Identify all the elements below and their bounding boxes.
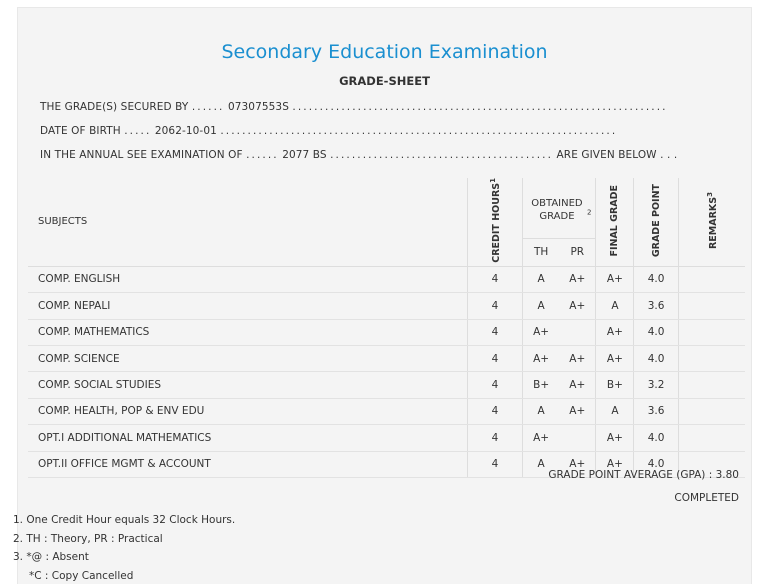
subject-name: OPT.II OFFICE MGMT & ACCOUNT	[28, 451, 467, 477]
remarks	[678, 293, 745, 319]
grade-th: A+	[523, 425, 560, 451]
footnotes	[13, 511, 235, 585]
header-final-grade: FINAL GRADE	[596, 178, 634, 266]
grade-pr: A+	[559, 372, 596, 398]
result-status: COMPLETED	[674, 492, 739, 504]
remarks	[678, 372, 745, 398]
grade-point: 4.0	[634, 266, 678, 292]
grade-th: A+	[523, 345, 560, 371]
grade-th: A	[523, 293, 560, 319]
grade-pr: A+	[559, 398, 596, 424]
grade-point: 4.0	[634, 425, 678, 451]
credit-hours: 4	[467, 266, 522, 292]
credit-hours: 4	[467, 293, 522, 319]
info-dots: .....	[124, 125, 152, 137]
info-line-dob	[40, 125, 617, 137]
table-row	[28, 345, 745, 371]
info-dots: ......	[191, 101, 225, 113]
grade-pr: A+	[559, 345, 596, 371]
table-row	[28, 398, 745, 424]
credit-hours: 4	[467, 319, 522, 345]
grade-pr: A+	[559, 451, 596, 477]
exam-year: 2077 BS	[282, 149, 327, 161]
remarks	[678, 319, 745, 345]
final-grade: A	[596, 398, 634, 424]
header-credit-hours: CREDIT HOURS$^1$	[467, 178, 522, 266]
gpa-summary: GRADE POINT AVERAGE (GPA) : 3.80	[548, 469, 739, 481]
grade-point: 4.0	[634, 345, 678, 371]
grade-point: 4.0	[634, 451, 678, 477]
footnote: 3. *@ : Absent	[13, 551, 89, 564]
remarks	[678, 345, 745, 371]
grade-point: 3.6	[634, 293, 678, 319]
final-grade: A+	[596, 319, 634, 345]
table-row	[28, 425, 745, 451]
subject-name: COMP. ENGLISH	[28, 266, 467, 292]
info-line-exam	[40, 149, 677, 161]
grade-sheet-panel	[17, 7, 752, 584]
header-grade-point: GRADE POINT	[634, 178, 678, 266]
credit-hours: 4	[467, 345, 522, 371]
remarks	[678, 398, 745, 424]
grade-th: A	[523, 451, 560, 477]
info-dots: .........................................................................	[220, 125, 618, 137]
grade-pr: A+	[559, 293, 596, 319]
info-label-exam: IN THE ANNUAL SEE EXAMINATION OF	[40, 149, 243, 161]
info-dots: ......	[246, 149, 279, 161]
grade-th: A	[523, 398, 560, 424]
footnote: *C : Copy Cancelled	[29, 569, 134, 582]
final-grade: A+	[596, 345, 634, 371]
info-dots: .....................................................................	[292, 101, 668, 113]
grade-th: A+	[523, 319, 560, 345]
header-subjects: SUBJECTS	[28, 178, 467, 266]
grade-point: 4.0	[634, 319, 678, 345]
footnote: 1. One Credit Hour equals 32 Clock Hours.	[13, 514, 236, 526]
header-th: TH	[523, 239, 560, 267]
grade-point: 3.6	[634, 398, 678, 424]
credit-hours: 4	[467, 398, 522, 424]
final-grade: B+	[596, 372, 634, 398]
header-obtained-grade: OBTAINED GRADE $^2$	[523, 178, 596, 239]
subject-name: OPT.I ADDITIONAL MATHEMATICS	[28, 425, 467, 451]
info-line-secured-by	[40, 101, 668, 113]
header-remarks: REMARKS$^3$	[678, 178, 745, 266]
grades-table	[28, 178, 745, 478]
grade-th: B+	[523, 372, 560, 398]
grade-pr: A+	[559, 266, 596, 292]
credit-hours: 4	[467, 372, 522, 398]
table-row	[28, 266, 745, 292]
footnote: 2. TH : Theory, PR : Practical	[13, 532, 163, 545]
subject-name: COMP. SOCIAL STUDIES	[28, 372, 467, 398]
grade-pr	[559, 319, 596, 345]
date-of-birth: 2062-10-01	[154, 125, 217, 137]
credit-hours: 4	[467, 451, 522, 477]
subject-name: COMP. HEALTH, POP & ENV EDU	[28, 398, 467, 424]
final-grade: A+	[596, 451, 634, 477]
table-row	[28, 372, 745, 398]
info-dots: .........................................	[330, 149, 554, 161]
info-label-secured-by: THE GRADE(S) SECURED BY	[40, 101, 189, 113]
final-grade: A+	[596, 425, 634, 451]
subject-name: COMP. MATHEMATICS	[28, 319, 467, 345]
subject-name: COMP. SCIENCE	[28, 345, 467, 371]
info-label-dob: DATE OF BIRTH	[40, 125, 121, 137]
info-suffix: ARE GIVEN BELOW . . .	[556, 149, 678, 161]
table-row	[28, 293, 745, 319]
credit-hours: 4	[467, 425, 522, 451]
page-title: Secondary Education Examination	[221, 41, 548, 63]
grade-th: A	[523, 266, 560, 292]
remarks	[678, 425, 745, 451]
grade-point: 3.2	[634, 372, 678, 398]
page-subtitle: GRADE-SHEET	[339, 74, 430, 88]
table-row	[28, 319, 745, 345]
final-grade: A+	[596, 266, 634, 292]
subject-name: COMP. NEPALI	[28, 293, 467, 319]
final-grade: A	[596, 293, 634, 319]
grade-pr	[559, 425, 596, 451]
header-pr: PR	[559, 239, 596, 267]
symbol-number: 07307553S	[227, 101, 289, 113]
remarks	[678, 266, 745, 292]
